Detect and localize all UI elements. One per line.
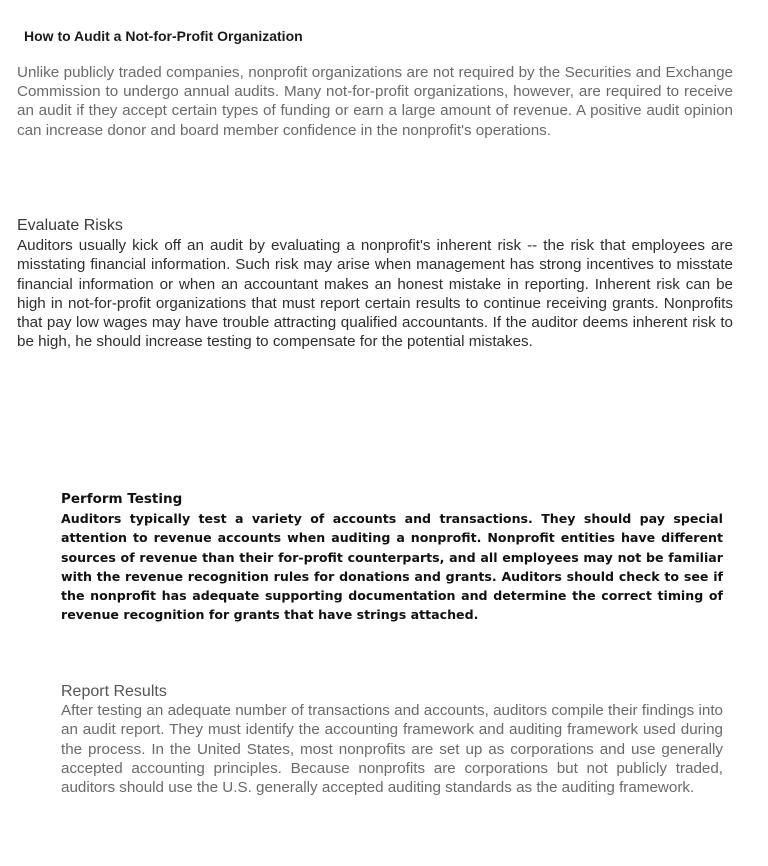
intro-paragraph: Unlike publicly traded companies, nonprofit organizations are not required by the Securities and Exchange Commission to undergo annual audits. Many not-for-profit organizations, however, are required to receive an audit if they accept certain types of funding or earn a large amount of revenue. A positive audit opinion can increase donor and board member confidence in the nonprofit's operations. (17, 64, 733, 139)
section-body-perform-testing: Auditors typically test a variety of accounts and transactions. They should pay special attention to revenue accounts when auditing a nonprofit. Nonprofit entities have different sources of revenue than their for-profit counterparts, and all employees may not be familiar with the revenue recognition rules for donations and grants. Auditors should check to see if the nonprofit has adequate supporting documentation and determine the correct timing of revenue recognition for grants that have strings attached. (61, 511, 723, 623)
page-title: How to Audit a Not-for-Profit Organization (24, 28, 303, 44)
section-heading-perform-testing: Perform Testing (61, 491, 183, 507)
section-heading-evaluate-risks: Evaluate Risks (17, 217, 123, 234)
section-heading-report-results: Report Results (61, 683, 167, 700)
section-body-report-results: After testing an adequate number of transactions and accounts, auditors compile their findings into an audit report. They must identify the accounting framework and auditing framework used during the process. In the United States, most nonprofits are set up as corporations and use generally accepted accounting principles. Because nonprofits are corporations but not publicly traded, auditors should use the U.S. generally accepted auditing standards as the auditing framework. (61, 702, 723, 797)
section-body-evaluate-risks: Auditors usually kick off an audit by evaluating a nonprofit's inherent risk -- the risk that employees are misstating financial information. Such risk may arise when management has strong incentives to misstate financial information or when an accountant makes an honest mistake in reporting. Inherent risk can be high in not-for-profit organizations that must report certain results to continue receiving grants. Nonprofits that pay low wages may have trouble attracting qualified accountants. If the auditor deems inherent risk to be high, he should increase testing to compensate for the potential mistakes. (17, 237, 733, 351)
